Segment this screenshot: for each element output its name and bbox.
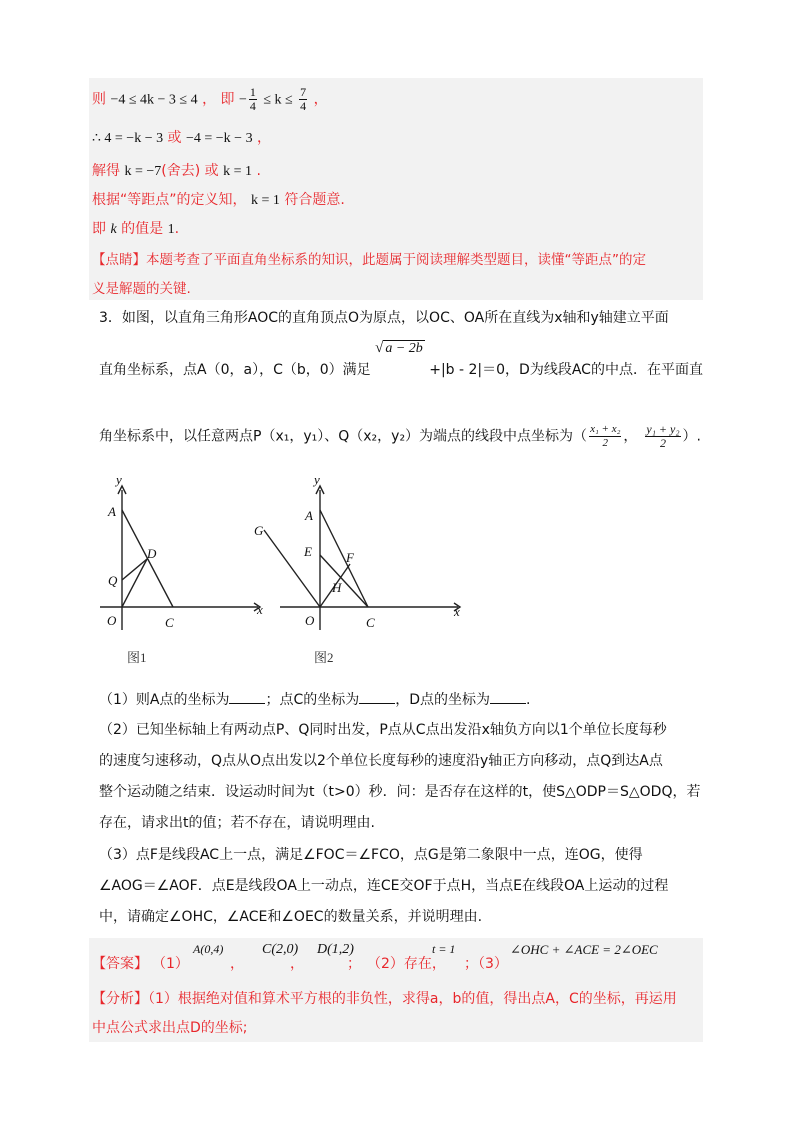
- answer-label: 【答案】: [92, 956, 148, 972]
- text: ；（3）: [464, 956, 508, 972]
- text: （2）存在，: [367, 956, 446, 972]
- solution-line-3: [92, 160, 261, 180]
- label-E: E: [304, 544, 312, 559]
- math-k-range: ≤ k ≤: [263, 92, 293, 108]
- solution-line-4: [92, 189, 345, 209]
- solution-line-5: [92, 218, 179, 238]
- text: 角坐标系中，以任意两点P（x₁，y₁）、Q（x₂，y₂）为端点的线段中点坐标为（: [99, 428, 588, 445]
- answer-t: t = 1: [432, 942, 456, 956]
- segment-EC: [320, 555, 368, 607]
- math-eq: −4 = −k − 3: [186, 131, 253, 146]
- text: （1）: [152, 956, 189, 972]
- label-H: H: [332, 580, 342, 595]
- text: ；点C的坐标为: [265, 692, 360, 708]
- segment-OG: [264, 530, 320, 607]
- text: .: [174, 221, 180, 237]
- text: ，: [202, 91, 217, 108]
- segment-OD-1: [122, 559, 147, 607]
- question-2-line-4: 存在，请求出t的值；若不存在，请说明理由.: [99, 815, 375, 831]
- label-C-2: C: [366, 615, 375, 630]
- label-x-1: x: [257, 602, 263, 617]
- label-D-1: D: [147, 546, 157, 561]
- math-eq: k = 1: [223, 164, 252, 179]
- comment-line-1: 【点睛】本题考查了平面直角坐标系的知识，此题属于阅读理解类型题目，读懂“等距点”的定: [92, 252, 646, 268]
- label-G: G: [254, 523, 264, 538]
- text: +|b - 2|＝0，D为线段AC的中点．在平面直: [429, 362, 703, 378]
- question-2-line-1: （2）已知坐标轴上有两动点P、Q同时出发，P点从C点出发沿x轴负方向以1个单位长度每秒: [99, 722, 667, 738]
- label-F: F: [346, 550, 354, 565]
- text: （1）则A点的坐标为: [99, 692, 230, 708]
- text: ）.: [682, 428, 701, 445]
- text: 则: [92, 91, 106, 108]
- math-var: k: [110, 222, 117, 237]
- text: 根据“等距点”的定义知，: [92, 192, 247, 208]
- math-inequality: −4 ≤ 4k − 3 ≤ 4: [110, 92, 198, 108]
- figure-2-caption: 图2: [314, 650, 334, 665]
- question-3-line-2: ∠AOG＝∠AOF．点E是线段OA上一动点，连CE交OF于点H，当点E在线段OA上运动的过程: [99, 878, 669, 894]
- fraction-7-4: $\frac{7}{4}$: [300, 85, 307, 113]
- label-x-2: x: [454, 604, 460, 619]
- text: 或: [204, 163, 219, 179]
- math-eq: k = 1: [250, 193, 280, 208]
- figure-1: [100, 486, 260, 630]
- problem-line-1: 3．如图，以直角三角形AOC的直角顶点O为原点，以OC、OA所在直线为x轴和y轴建立平面: [99, 310, 669, 326]
- question-3-line-3: 中，请确定∠OHC，∠ACE和∠OEC的数量关系，并说明理由.: [99, 909, 483, 925]
- text: 解得: [92, 163, 120, 179]
- question-3-line-1: （3）点F是线段AC上一点，满足∠FOC＝∠FCO，点G是第二象限中一点，连OG，使得: [99, 847, 643, 863]
- label-C-1: C: [165, 615, 174, 630]
- label-y-2: y: [314, 472, 320, 487]
- fraction-1-4: $\frac{1}{4}$: [249, 85, 256, 113]
- solution-line-2: [92, 127, 271, 147]
- math-eq: ∴ 4 = −k − 3: [92, 131, 164, 146]
- text: 符合题意.: [284, 192, 345, 208]
- sqrt-expression: √ a − 2b: [375, 340, 423, 356]
- question-1: [99, 690, 531, 710]
- math-num: 1: [167, 222, 175, 237]
- question-2-line-2: 的速度匀速移动，Q点从O点出发以2个单位长度每秒的速度沿y轴正方向移动，点Q到达A点: [99, 753, 663, 769]
- answer-blank: [359, 691, 395, 704]
- label-O-2: O: [305, 613, 315, 628]
- geometry-figures: [0, 470, 800, 680]
- text: ，: [230, 956, 244, 972]
- question-2-line-3: 整个运动随之结束．设运动时间为t（t>0）秒．问：是否存在这样的t，使S△ODP＝S△ODQ，若: [99, 784, 701, 800]
- text: .: [256, 163, 261, 179]
- text: ，D点的坐标为: [395, 692, 491, 708]
- text: 即: [220, 91, 235, 108]
- text: .: [526, 692, 531, 708]
- text: ，: [313, 91, 328, 108]
- label-A-2: A: [305, 508, 313, 523]
- text: ，: [290, 956, 304, 972]
- problem-line-2: [99, 340, 703, 381]
- answer-blank: [229, 691, 265, 704]
- problem-line-3: [99, 423, 701, 450]
- label-Q-1: Q: [108, 573, 118, 588]
- comment-line-2: 义是解题的关键.: [92, 281, 191, 297]
- figure-1-caption: 图1: [127, 650, 147, 665]
- answer-angle-relation: ∠OHC + ∠ACE = 2∠OEC: [510, 942, 658, 957]
- answer-A-coord: A(0,4): [193, 942, 224, 956]
- text: 直角坐标系，点A（0，a），C（b，0）满足: [99, 362, 371, 378]
- label-A-1: A: [108, 504, 116, 519]
- fraction-y-mid: $\frac{\text{y₁ + y₂}}{2}$: [646, 422, 680, 450]
- answer-blank: [490, 691, 526, 704]
- segment-QD-1: [122, 559, 147, 580]
- text: ，: [623, 428, 638, 445]
- label-y-1: y: [116, 472, 122, 487]
- math-eq: k = −7: [124, 164, 162, 179]
- text: (舍去): [161, 163, 201, 179]
- text: 即: [92, 221, 106, 237]
- text: ，: [257, 130, 272, 146]
- answer-C-coord: C(2,0): [262, 942, 299, 957]
- analysis-line-1: 【分析】（1）根据绝对值和算术平方根的非负性，求得a，b的值，得出点A，C的坐标，再运用: [92, 991, 677, 1007]
- figure-2: [264, 486, 460, 630]
- answer-D-coord: D(1,2): [317, 942, 354, 957]
- fraction-x-mid: $\frac{\text{x₁ + x₂}}{2}$: [590, 423, 621, 449]
- solution-line-1: 则 −4 ≤ 4k − 3 ≤ 4 ， 即 − $\frac{1}{4}$ ≤ k ≤ $\frac{7}{4}$ ，: [92, 85, 328, 113]
- analysis-line-2: 中点公式求出点D的坐标;: [92, 1020, 248, 1036]
- text: 的值是: [121, 221, 164, 237]
- segment-AC-2: [320, 510, 368, 607]
- text: 或: [167, 130, 182, 146]
- text: ；: [347, 956, 361, 972]
- label-O-1: O: [107, 613, 117, 628]
